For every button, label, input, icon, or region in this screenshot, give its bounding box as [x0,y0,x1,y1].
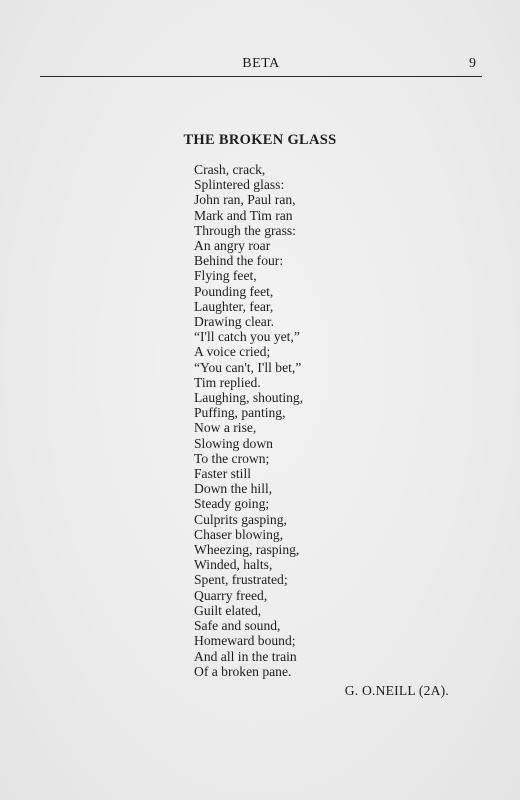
poem-line: Crash, crack, [194,162,266,177]
poem-line: An angry roar [194,238,271,254]
poem-line: “You can't, I'll bet,” [194,359,302,375]
poem-line: Chaser blowing, [194,526,284,542]
poem-line: To the crown; [194,450,270,466]
poem-line: Laughing, shouting, [194,390,304,406]
poem-line: Homeward bound; [194,633,296,649]
page-header [40,56,482,77]
poem-line: John ran, Paul ran, [194,192,296,208]
poem-line: And all in the train [194,648,297,664]
poem-line: Behind the four: [194,253,284,269]
poem-title: THE BROKEN GLASS [183,132,337,148]
poem-line: Spent, frustrated; [194,572,288,588]
poem-line: Winded, halts, [194,557,273,573]
poem-line: Tim replied. [194,374,261,390]
page-number: 9 [469,56,476,71]
poem-line: “I'll catch you yet,” [194,329,300,345]
poem-line: Splintered glass: [194,177,285,193]
poem-author: G. O.NEILL (2A). [344,683,449,698]
poem-line: Down the hill, [194,481,273,497]
running-head: BETA [242,56,280,71]
poem-line: Through the grass: [194,222,296,238]
poem-line: Pounding feet, [194,283,274,299]
poem-line: Puffing, panting, [194,405,286,421]
poem-line: Of a broken pane. [194,663,292,679]
poem-line: Guilt elated, [194,602,262,618]
poem-line: Safe and sound, [194,618,281,634]
poem-line: Flying feet, [194,268,257,284]
poem-line: Now a rise, [194,420,257,436]
poem-line: Faster still [194,466,252,482]
poem-line: Culprits gasping, [194,511,287,527]
poem-body [194,162,303,679]
poem-line: Quarry freed, [194,587,268,603]
poem-line: A voice cried; [194,344,271,360]
poem-line: Steady going; [194,496,270,512]
poem-line: Slowing down [194,435,273,451]
poem-line: Wheezing, rasping, [194,542,300,558]
poem-line: Drawing clear. [194,314,275,330]
poem-line: Laughter, fear, [194,298,274,314]
poem-line: Mark and Tim ran [194,207,293,223]
